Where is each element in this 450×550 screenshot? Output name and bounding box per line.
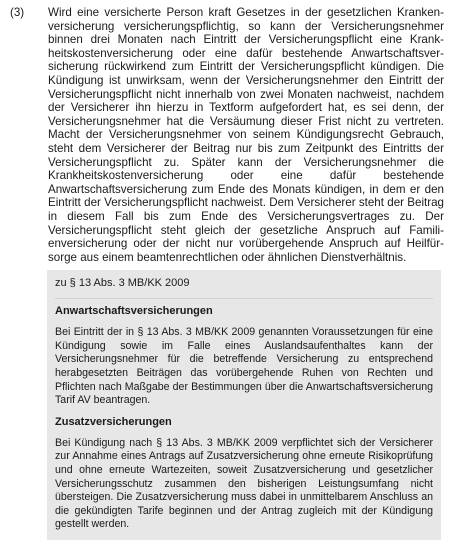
annotation-text-anwartschaft: Bei Eintritt der in § 13 Abs. 3 MB/KK 2009 genannten Voraussetzungen für eine Kündigung sowie im Falle eines Auslandsaufenthaltes kann der Versicherungsnehmer für die betreffende Versicherung zu entsprechend herabgesetzten Beiträgen das vorübergehende Ruhen von Rechten und Pflichten nach Maßgabe der Bestimmungen über die Anwartschaftsversicherung Tarif AV beantragen. <box>55 326 433 407</box>
section-body <box>48 6 444 540</box>
annotation-box <box>47 270 441 540</box>
annotation-reference: zu § 13 Abs. 3 MB/KK 2009 <box>55 277 190 290</box>
annotation-divider <box>55 298 433 299</box>
annotation-text-zusatz: Bei Kündigung nach § 13 Abs. 3 MB/KK 2009 verpflichtet sich der Versicherer zur Annahme eines Antrags auf Zusatzversicherung ohne erneute Risikoprüfung und ohne erneute Wartezeiten, soweit Zusatzversicherung und gesetzlicher Versicherungsschutz zusammen den bisherigen Leistungsumfang nicht übersteigen. Die Zusatzversicherung muss dabei in unmittelbarem Anschluss an die gekündigten Tarife beginnen und der Antrag zugleich mit der Kündigung gestellt werden. <box>55 436 433 531</box>
annotation-heading-zusatz: Zusatzversicherungen <box>55 415 172 428</box>
section-3 <box>6 6 444 540</box>
section-paragraph: Wird eine versicherte Person kraft Gesetzes in der gesetzlichen Krankenversicherung versicherungspflichtig, so kann der Versicherungsnehmer binnen drei Monaten nach Eintritt der Versicherungspflicht eine Krankheitskostenversicherung oder eine dafür bestehende Anwartschaftsversicherung rückwirkend zum Eintritt der Versicherungspflicht kündigen. Die Kündigung ist unwirksam, wenn der Versicherungsnehmer den Eintritt der Versicherungspflicht nicht innerhalb von zwei Monaten nachweist, nachdem der Versicherer ihn hierzu in Textform aufgefordert hat, es sei denn, der Versicherungsnehmer hat die Versäumung dieser Frist nicht zu vertreten. Macht der Versicherungsnehmer von seinem Kündigungsrecht Gebrauch, steht dem Versicherer der Beitrag nur bis zum Zeitpunkt des Eintritts der Versicherungspflicht zu. Später kann der Versicherungsnehmer die Krankheitskostenversicherung oder eine dafür bestehende Anwartschaftsversicherung zum Ende des Monats kündigen, in dem er den Eintritt der Versicherungspflicht nachweist. Dem Versicherer steht der Beitrag in diesem Fall bis zum Ende des Versicherungsvertrages zu. Der Versicherungspflicht steht gleich der gesetzliche Anspruch auf Familienversicherung oder der nicht nur vorübergehende Anspruch auf Heilfürsorge aus einem beamtenrechtlichen oder ähnlichen Dienstverhältnis. <box>48 6 444 264</box>
annotation-heading-anwartschaft: Anwartschaftsversicherungen <box>55 305 213 318</box>
section-number: (3) <box>10 6 25 19</box>
